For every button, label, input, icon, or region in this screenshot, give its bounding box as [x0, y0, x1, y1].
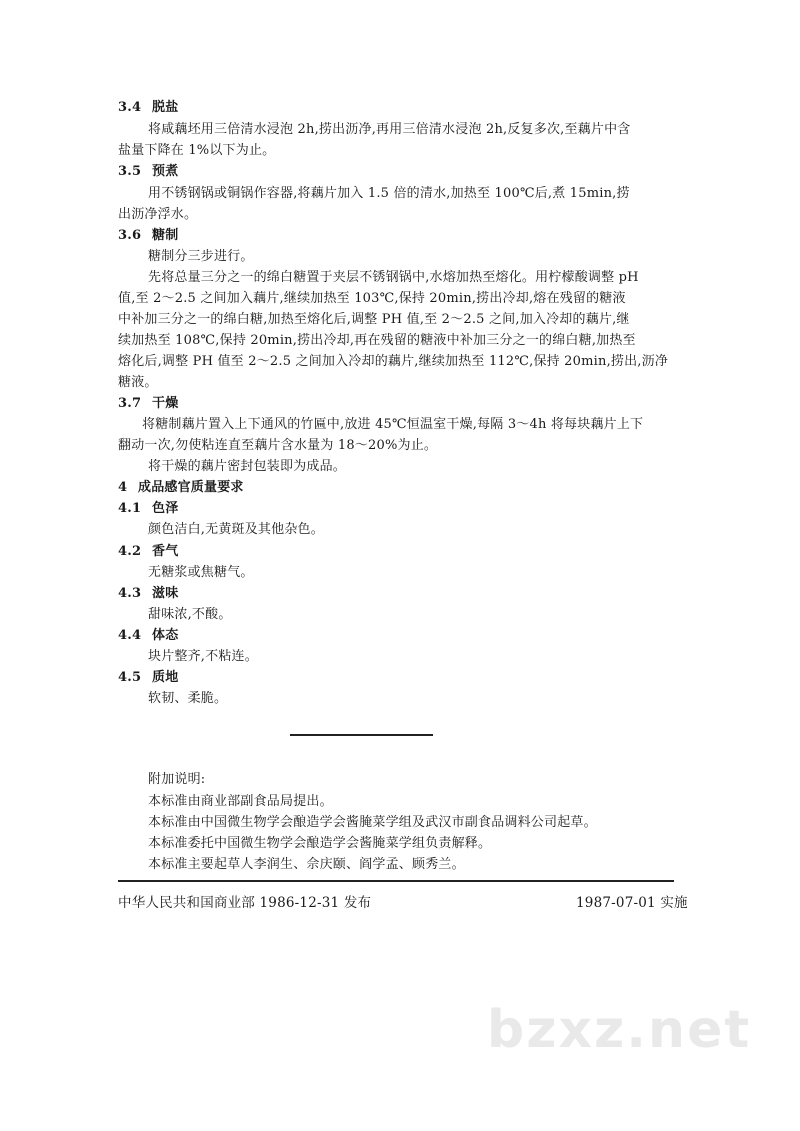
- footer-rule: [118, 880, 674, 882]
- paragraph-line: 将糖制藕片置入上下通风的竹匾中,放进 45℃恒温室干燥,每隔 3～4h 将每块藕片上下: [142, 417, 644, 432]
- paragraph-line: 甜味浓,不酸。: [148, 607, 232, 622]
- section-number: 3.4: [118, 100, 142, 115]
- paragraph-line: 糖液。: [118, 375, 158, 390]
- end-rule: [290, 734, 433, 736]
- paragraph-line: 软韧、柔脆。: [148, 691, 228, 706]
- section-4-1-heading: [118, 499, 178, 519]
- section-3-6-heading: [118, 226, 178, 246]
- section-number: 3.5: [118, 164, 142, 179]
- section-3-5-heading: [118, 162, 178, 182]
- paragraph-line: 将干燥的藕片密封包装即为成品。: [148, 459, 347, 474]
- notes-line: 本标准委托中国微生物学会酿造学会酱腌菜学组负责解释。: [148, 836, 492, 851]
- section-3-7-heading: [118, 394, 178, 414]
- notes-line: 本标准由商业部副食品局提出。: [148, 794, 333, 809]
- paragraph-line: 值,至 2～2.5 之间加入藕片,继续加热至 103℃,保持 20min,捞出冷却,熔在残留的糖液: [118, 291, 626, 306]
- section-title: 成品感官质量要求: [138, 480, 244, 495]
- section-number: 3.6: [118, 228, 142, 243]
- watermark: bzxz.net: [487, 1000, 752, 1060]
- section-title: 色泽: [152, 501, 179, 516]
- section-title: 体态: [152, 628, 179, 643]
- section-number: 4.2: [118, 544, 142, 559]
- footer-effective: 1987-07-01 实施: [576, 895, 688, 911]
- paragraph-line: 颜色洁白,无黄斑及其他杂色。: [148, 522, 324, 537]
- paragraph-line: 中补加三分之一的绵白糖,加热至熔化后,调整 PH 值,至 2～2.5 之间,加入冷却的藕片,继: [118, 312, 630, 327]
- notes-heading: 附加说明:: [148, 772, 206, 787]
- paragraph-line: 先将总量三分之一的绵白糖置于夹层不锈钢锅中,水熔加热至熔化。用柠檬酸调整 pH: [148, 270, 639, 285]
- section-4-heading: [118, 478, 244, 498]
- section-4-4-heading: [118, 626, 178, 646]
- section-number: 4.3: [118, 586, 142, 601]
- section-title: 质地: [152, 670, 179, 685]
- paragraph-line: 出沥净浮水。: [118, 207, 198, 222]
- section-4-2-heading: [118, 542, 178, 562]
- paragraph-line: 块片整齐,不粘连。: [148, 649, 258, 664]
- section-title: 滋味: [152, 586, 179, 601]
- notes-line: 本标准由中国微生物学会酿造学会酱腌菜学组及武汉市副食品调料公司起草。: [148, 815, 597, 830]
- section-4-3-heading: [118, 584, 178, 604]
- section-number: 4.5: [118, 670, 142, 685]
- section-number: 4.1: [118, 501, 142, 516]
- section-4-5-heading: [118, 668, 178, 688]
- section-title: 预煮: [152, 164, 179, 179]
- section-number: 4: [118, 480, 128, 495]
- paragraph-line: 糖制分三步进行。: [148, 249, 254, 264]
- section-number: 4.4: [118, 628, 142, 643]
- paragraph-line: 将咸藕坯用三倍清水浸泡 2h,捞出沥净,再用三倍清水浸泡 2h,反复多次,至藕片中含: [148, 122, 631, 137]
- section-title: 干燥: [152, 396, 179, 411]
- paragraph-line: 无糖浆或焦糖气。: [148, 565, 254, 580]
- section-number: 3.7: [118, 396, 142, 411]
- section-title: 脱盐: [152, 100, 179, 115]
- section-3-4-heading: [118, 98, 178, 118]
- section-title: 糖制: [152, 228, 179, 243]
- paragraph-line: 盐量下降在 1%以下为止。: [118, 143, 276, 158]
- section-title: 香气: [152, 544, 179, 559]
- footer-issued: 中华人民共和国商业部 1986-12-31 发布: [118, 895, 372, 911]
- paragraph-line: 用不锈钢锅或铜锅作容器,将藕片加入 1.5 倍的清水,加热至 100℃后,煮 15min,捞: [148, 186, 630, 201]
- paragraph-line: 熔化后,调整 PH 值至 2～2.5 之间加入冷却的藕片,继续加热至 112℃,保持 20min,捞出,沥净: [118, 354, 669, 369]
- paragraph-line: 翻动一次,勿使粘连直至藕片含水量为 18～20%为止。: [118, 438, 438, 453]
- paragraph-line: 续加热至 108℃,保持 20min,捞出冷却,再在残留的糖液中补加三分之一的绵白糖,加热至: [118, 333, 636, 348]
- notes-line: 本标准主要起草人李润生、佘庆颐、阎学孟、顾秀兰。: [148, 857, 465, 872]
